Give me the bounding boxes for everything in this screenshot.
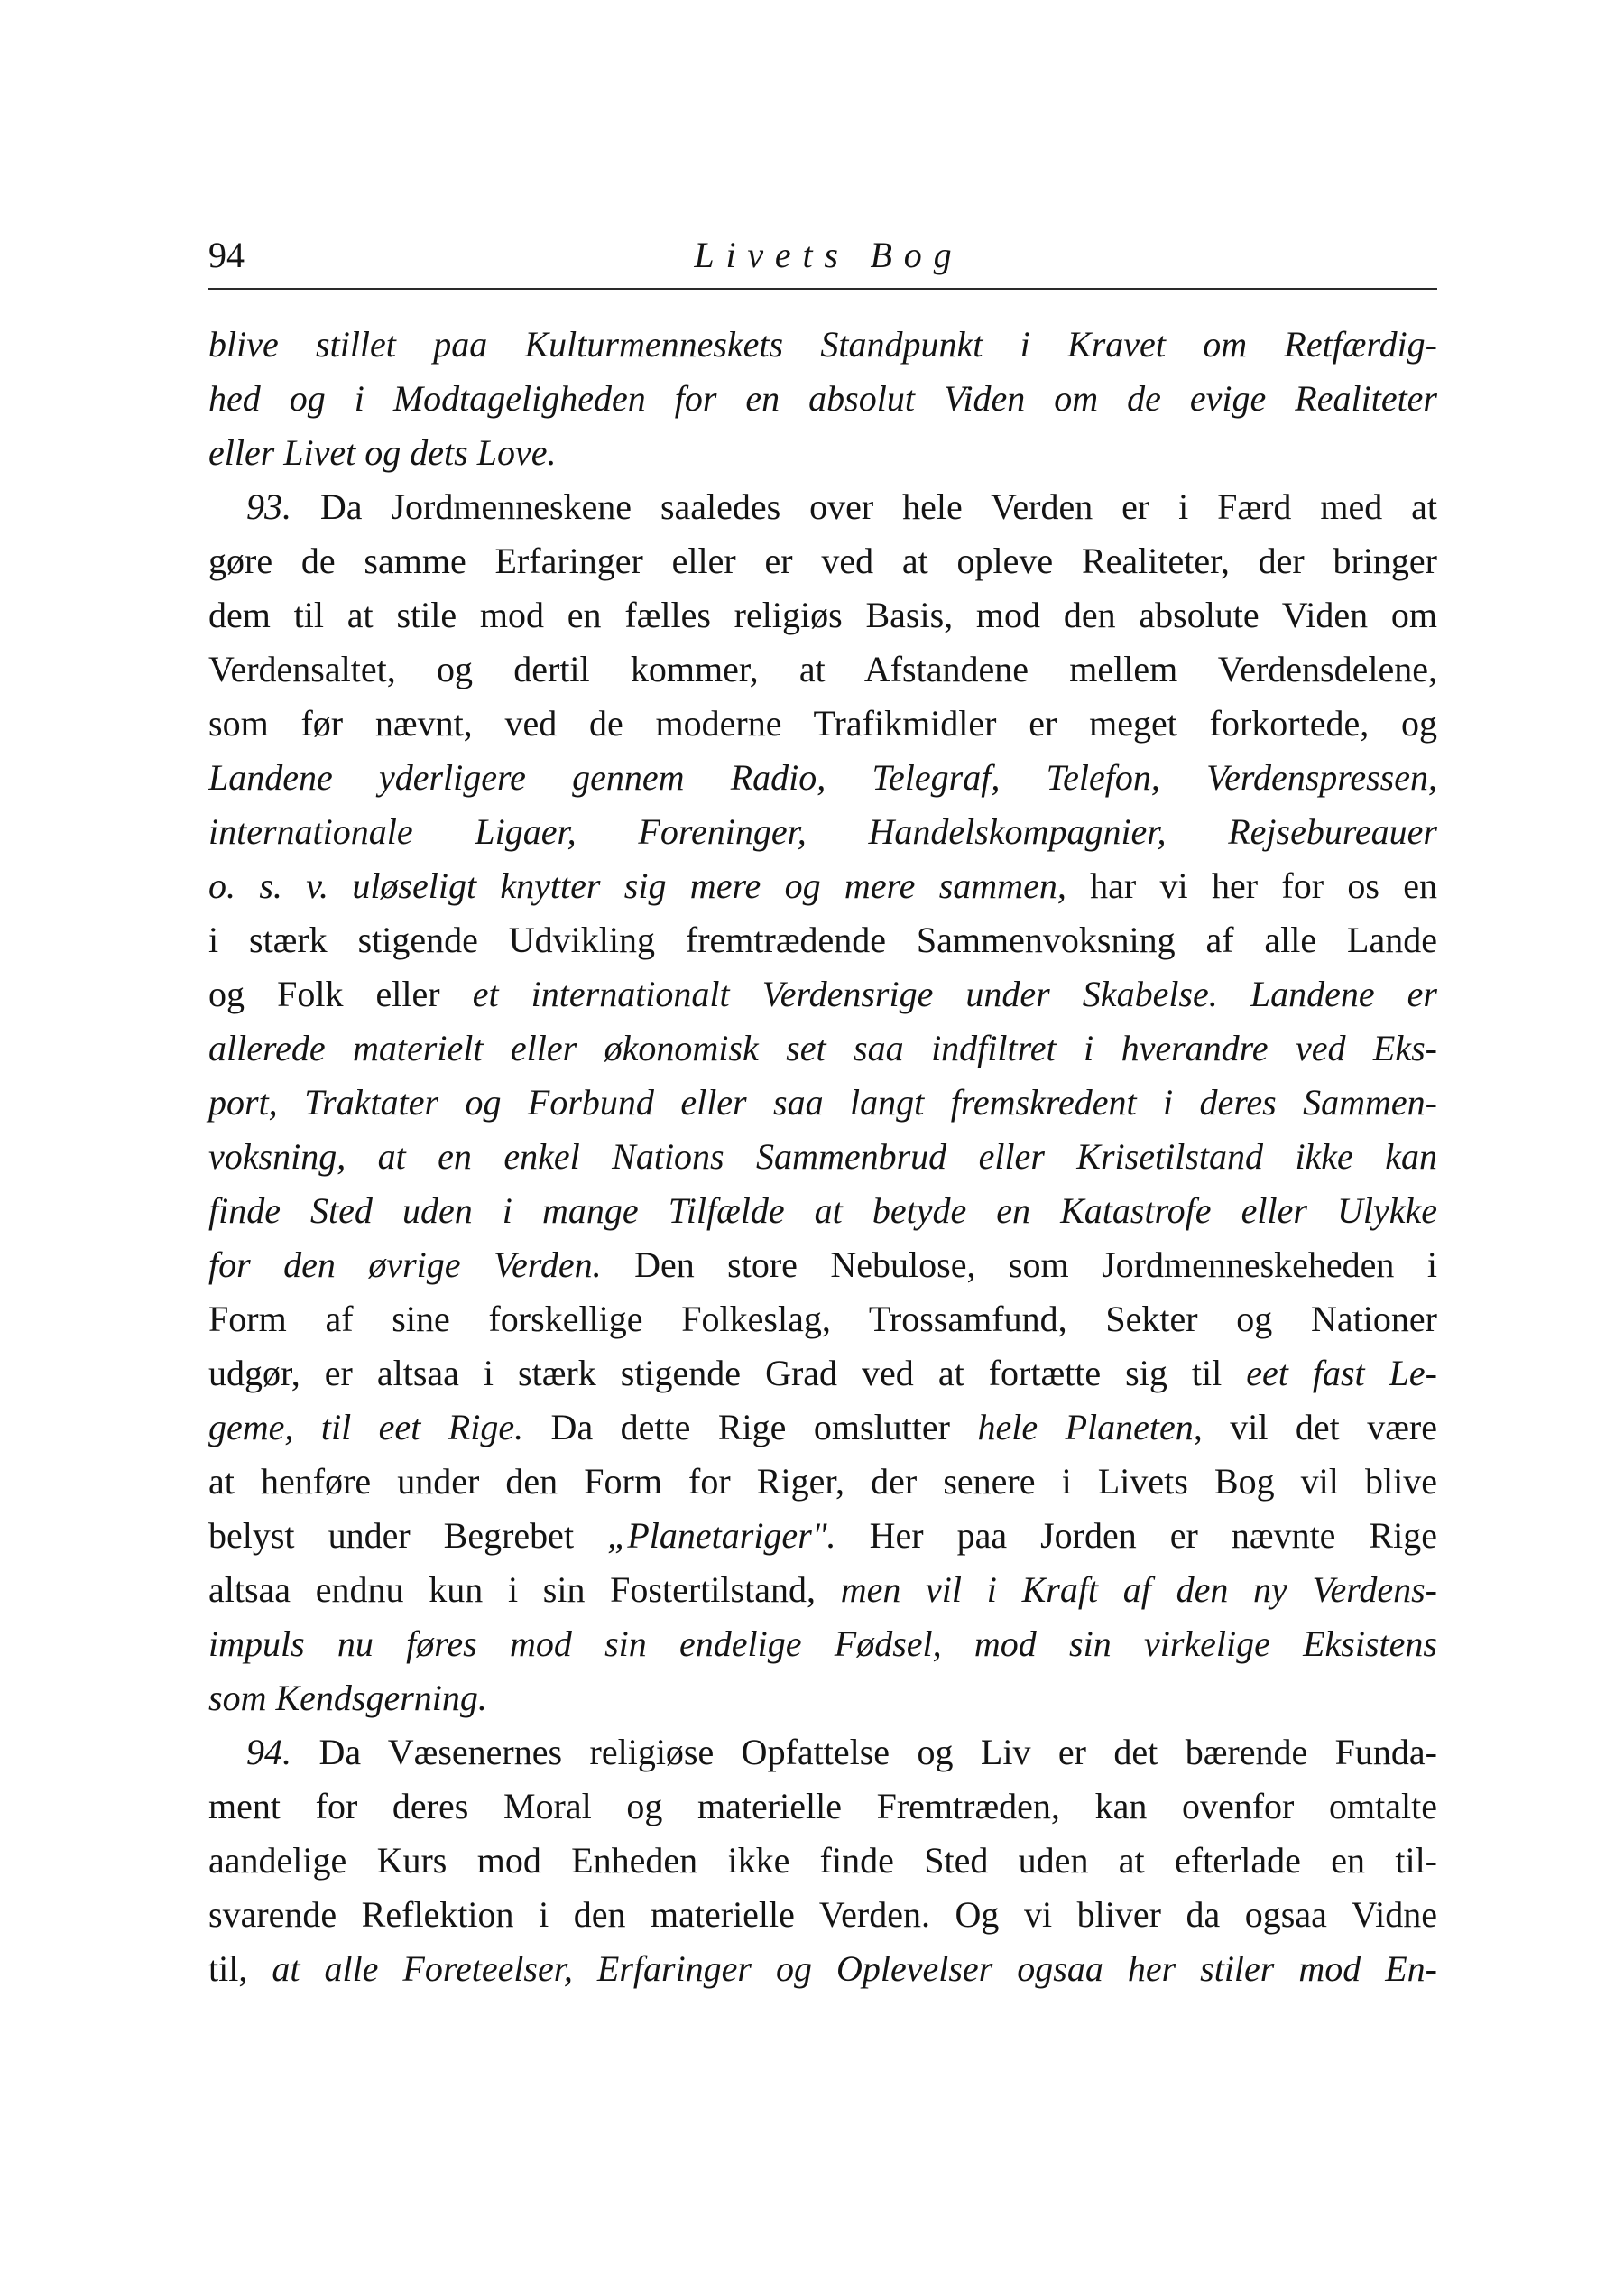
text-line: impuls nu føres mod sin endelige Fødsel, mod sin virkelige Eksistens [208,1623,1437,1664]
text-line: altsaa endnu kun i sin Fostertilstand, men vil i Kraft af den ny Verdens- [208,1569,1438,1610]
text-line: Landene yderligere gennem Radio, Telegraf, Telefon, Verdenspressen, [208,757,1437,798]
paragraph-94-first-line: 94. Da Væsenernes religiøse Opfattelse og Liv er det bærende Funda- [246,1732,1437,1772]
text-line: hed og i Modtageligheden for en absolut Viden om de evige Realiteter [208,378,1437,419]
page-number: 94 [208,235,245,275]
text-line: port, Traktater og Forbund eller saa langt fremskredent i deres Sammen- [208,1082,1437,1123]
text-line: aandelige Kurs mod Enheden ikke finde Sted uden at efterlade en til- [208,1840,1437,1881]
text-line: dem til at stile mod en fælles religiøs Basis, mod den absolute Viden om [208,595,1437,635]
text-line: internationale Ligaer, Foreninger, Handelskompagnier, Rejsebureauer [208,811,1437,852]
paragraph-number: 94. [246,1732,291,1772]
running-title: Livets Bog [694,235,964,275]
text-line: for den øvrige Verden. Den store Nebulose, som Jordmenneskeheden i [208,1244,1437,1285]
text-line: belyst under Begrebet „Planetariger". Her paa Jorden er nævnte Rige [208,1515,1438,1556]
paragraph-number: 93. [246,486,291,527]
text-line: i stærk stigende Udvikling fremtrædende Sammenvoksning af alle Lande [208,920,1437,960]
text-line: blive stillet paa Kulturmenneskets Standpunkt i Kravet om Retfærdig- [208,324,1437,365]
text-line: udgør, er altsaa i stærk stigende Grad ved at fortætte sig til eet fast Le- [208,1353,1437,1393]
text-line: geme, til eet Rige. Da dette Rige omslutter hele Planeten, vil det være [208,1407,1437,1447]
text-line: svarende Reflektion i den materielle Verden. Og vi bliver da ogsaa Vidne [208,1894,1437,1935]
header-rule [208,288,1437,290]
text-line: voksning, at en enkel Nations Sammenbrud eller Krisetilstand ikke kan [208,1136,1437,1177]
text-line: o. s. v. uløseligt knytter sig mere og mere sammen, har vi her for os en [208,865,1437,906]
text-line: Verdensaltet, og dertil kommer, at Afstandene mellem Verdensdelene, [208,649,1437,689]
paragraph-93-first-line: 93. Da Jordmenneskene saaledes over hele Verden er i Færd med at [246,486,1437,527]
text-line: gøre de samme Erfaringer eller er ved at opleve Realiteter, der bringer [208,541,1437,581]
text-line: som Kendsgerning. [208,1678,487,1718]
text-line: at henføre under den Form for Riger, der senere i Livets Bog vil blive [208,1461,1437,1502]
text-line: ment for deres Moral og materielle Fremtræden, kan ovenfor omtalte [208,1786,1437,1826]
body-text [208,318,1437,1996]
text-line: allerede materielt eller økonomisk set saa indfiltret i hverandre ved Eks- [208,1028,1437,1068]
text-line: finde Sted uden i mange Tilfælde at betyde en Katastrofe eller Ulykke [208,1190,1437,1231]
text-line: og Folk eller et internationalt Verdensrige under Skabelse. Landene er [208,974,1438,1014]
text-line: eller Livet og dets Love. [208,432,557,473]
text-line: til, at alle Foreteelser, Erfaringer og Oplevelser ogsaa her stiler mod En- [208,1948,1437,1989]
text-line: Form af sine forskellige Folkeslag, Trossamfund, Sekter og Nationer [208,1299,1437,1339]
text-line: som før nævnt, ved de moderne Trafikmidler er meget forkortede, og [208,703,1437,744]
page-header [208,233,1437,289]
